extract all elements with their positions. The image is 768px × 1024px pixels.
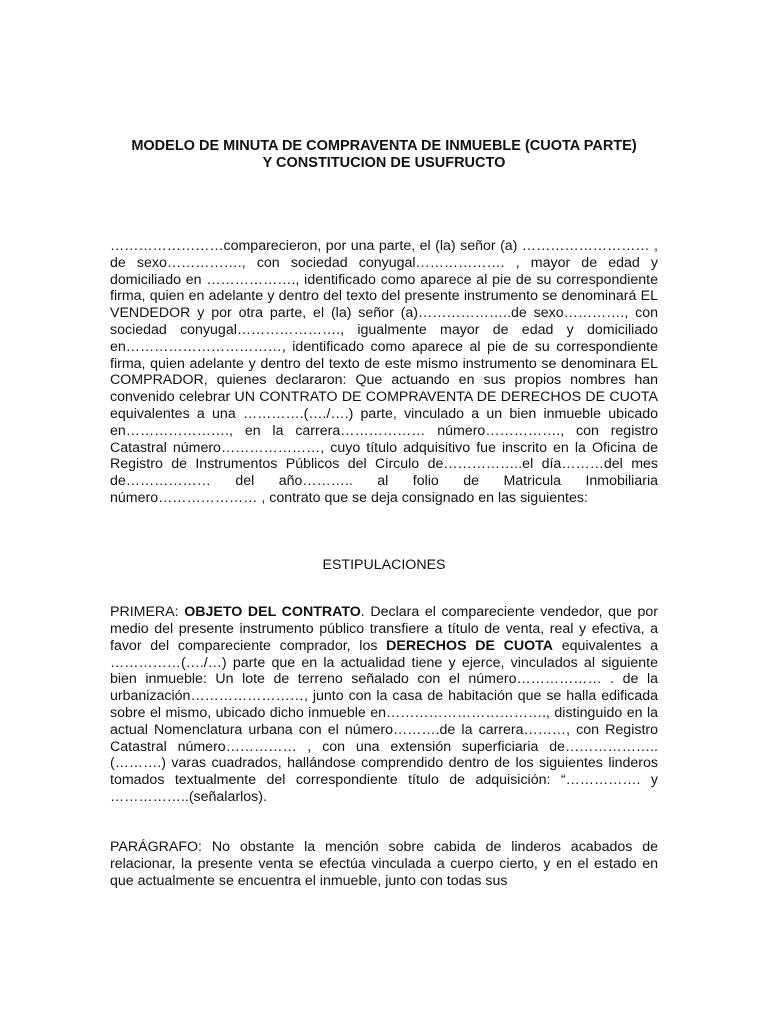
clause-primera — [110, 604, 658, 806]
section-heading: ESTIPULACIONES — [322, 557, 446, 573]
intro-section — [110, 238, 658, 507]
document-title — [100, 138, 668, 172]
title-line-2: Y CONSTITUCION DE USUFRUCTO — [262, 155, 506, 171]
clause-text-2: equivalentes a ……………(…./…) parte que en la actualidad tiene y ejerce, vinculados al siguiente bien inmueble: Un lote de terreno señalado con el número……………… . de la urbanización……………………, junto con la casa de habitación que se halla edificada sobre el mismo, ubicado dicho inmueble en……………………………., distinguido en la actual Nomenclatura urbana con el número……….de la carrera………, con Registro Catastral número…………… , con una extensión superficiaria de………………..(……….) varas cuadrados, hallándose comprendido dentro de los siguientes linderos tomados textualmente del correspondiente título de adquisición: “……………. y ……………..(señalarlos). — [110, 637, 658, 805]
clause-label: PRIMERA: — [110, 604, 185, 621]
clause-heading: OBJETO DEL CONTRATO — [184, 604, 361, 621]
clause-text-1: . Declara el compareciente vendedor, que por medio del presente instrumento público transfiere a título de venta, real y efectiva, a favor del compareciente comprador, los — [110, 604, 658, 654]
paragrafo-paragraph: PARÁGRAFO: No obstante la mención sobre cabida de linderos acabados de relacionar, la presente venta se efectúa vinculada a cuerpo cierto, y en el estado en que actualmente se encuentra el inmueble, junto con todas sus — [110, 839, 658, 889]
clause-bold-term: DERECHOS DE CUOTA — [386, 637, 554, 654]
title-line-1: MODELO DE MINUTA DE COMPRAVENTA DE INMUEBLE (CUOTA PARTE) — [131, 138, 637, 154]
intro-paragraph: ……………………comparecieron, por una parte, el (la) señor (a) ……………………… , de sexo……………., con sociedad conyugal………………. , mayor de edad y domiciliado en ………………., identificado como aparece al pie de su correspondiente firma, quien en adelante y dentro del texto del presente instrumento se denominará EL VENDEDOR y por otra parte, el (la) señor (a)………………..de sexo…………., con sociedad conyugal…………………., igualmente mayor de edad y domiciliado en……………………………, identificado como aparece al pie de su correspondiente firma, quien adelante y dentro del texto de este mismo instrumento se denominara EL COMPRADOR, quienes declararon: Que actuando en sus propios nombres han convenido celebrar UN CONTRATO DE COMPRAVENTA DE DERECHOS DE CUOTA equivalentes a una ………….(…./….) parte, vinculado a un bien inmueble ubicado en…………………., en la carrera……………… número……………., con registro Catastral número…………………, cuyo título adquisitivo fue inscrito en la Oficina de Registro de Instrumentos Públicos del Circulo de……………..el día………del mes de……………… del año……….. al folio de Matricula Inmobiliaria número………………… , contrato que se deja consignado en las siguientes: — [110, 238, 658, 506]
